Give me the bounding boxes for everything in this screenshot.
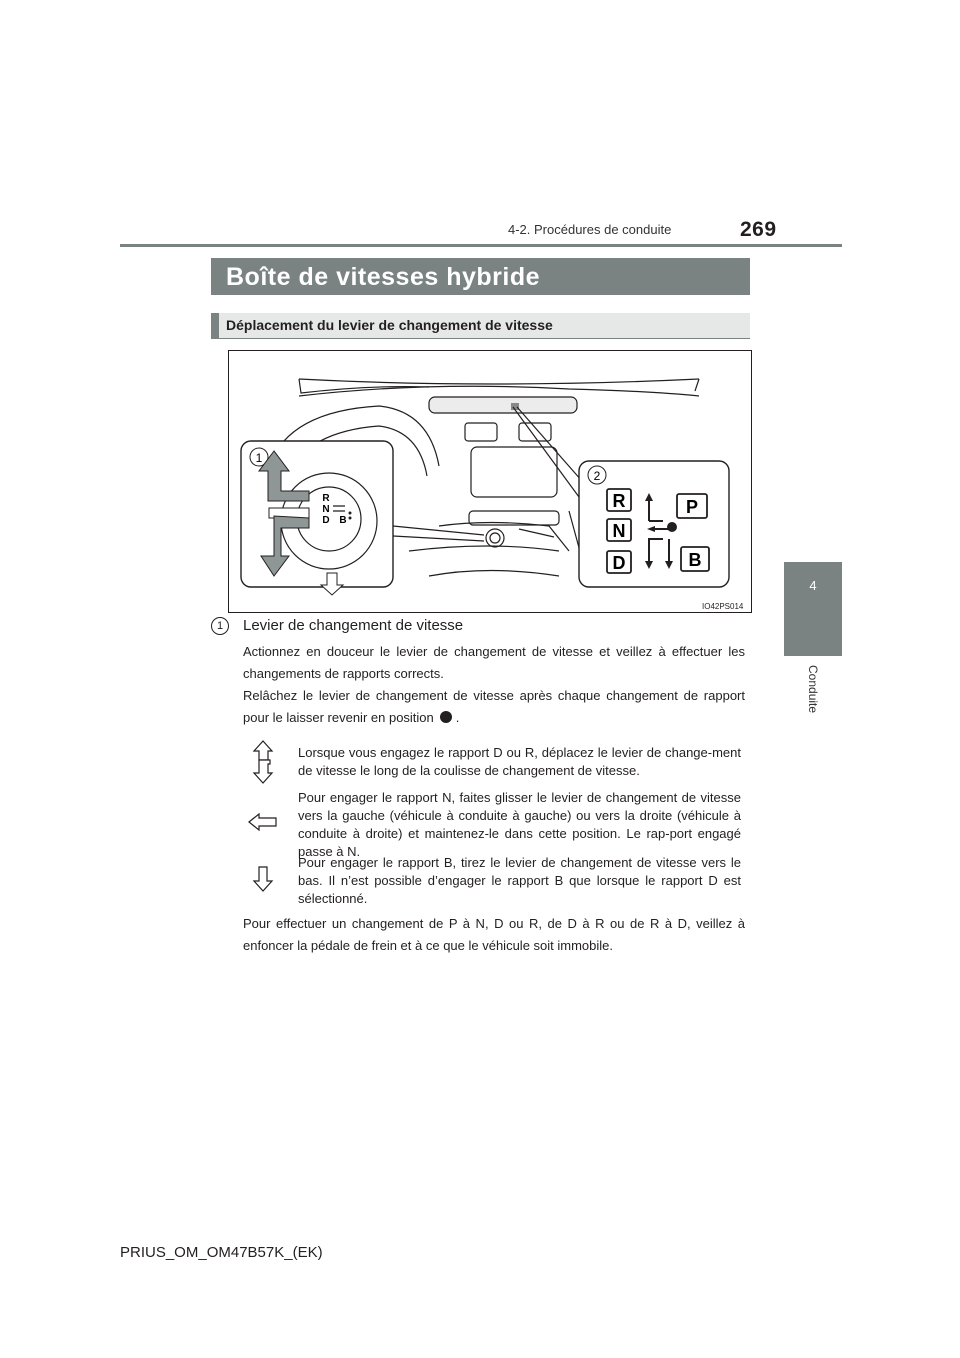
- figure-callout-2: 2: [593, 469, 601, 483]
- item1-paragraph-2-text: Relâchez le levier de changement de vitesse après chaque changement de rapport pour le laisser revenir en position: [243, 688, 745, 725]
- subtitle: Déplacement du levier de changement de vitesse: [226, 317, 553, 333]
- gate-b: B: [688, 550, 702, 570]
- shift-lever-figure: [228, 350, 752, 613]
- indicator-r: R: [322, 493, 330, 504]
- item-callout-1: 1: [211, 617, 229, 635]
- row-text-left: Pour engager le rapport N, faites glisser le levier de changement de vitesse vers la gauche (véhicule à conduite à gauche) ou vers la droite (véhicule à conduite à droite) et maintenez-le dans cette position. Le rap-port engagé passe à N.: [298, 790, 741, 859]
- item1-paragraph-2-end: .: [455, 710, 460, 725]
- indicator-n: N: [322, 504, 330, 515]
- row-text-up-down: Lorsque vous engagez le rapport D ou R, déplacez le levier de change-ment de vitesse le long de la coulisse de changement de vitesse.: [298, 745, 741, 778]
- item1-title: Levier de changement de vitesse: [243, 617, 464, 634]
- row-text-down: Pour engager le rapport B, tirez le levier de changement de vitesse vers le bas. Il n’est possible d’engager le rapport B que lorsque le rapport D est sélectionné.: [298, 855, 741, 906]
- up-down-arrow-icon: [248, 740, 278, 784]
- footer-doc-code: PRIUS_OM_OM47B57K_(EK): [120, 1244, 323, 1261]
- page-title: Boîte de vitesses hybride: [226, 263, 541, 291]
- gate-p: P: [685, 497, 699, 517]
- closing-paragraph: Pour effectuer un changement de P à N, D ou R, de D à R ou de R à D, veillez à enfoncer la pédale de frein et à ce que le véhicule soit immobile.: [243, 916, 745, 953]
- figure-callout-1: 1: [255, 451, 263, 465]
- gate-r: R: [612, 491, 626, 511]
- indicator-b: B: [339, 515, 347, 526]
- figure-code: IO42PS014: [702, 602, 744, 611]
- neutral-position-dot-icon: [440, 711, 452, 723]
- chapter-number: 4: [809, 578, 817, 593]
- section-reference: 4-2. Procédures de conduite: [508, 222, 672, 237]
- indicator-d: D: [322, 515, 330, 526]
- header-rule: [120, 244, 842, 247]
- item1-paragraph-1: Actionnez en douceur le levier de changement de vitesse et veillez à effectuer les changements de rapports corrects.: [243, 644, 745, 681]
- left-arrow-icon: [248, 812, 278, 832]
- page-number: 269: [740, 218, 777, 241]
- gate-d: D: [612, 553, 626, 573]
- item1-paragraph-2: [243, 685, 745, 729]
- subtitle-marker: [211, 313, 219, 338]
- chapter-label: Conduite: [806, 665, 820, 714]
- gate-n: N: [612, 521, 626, 541]
- dashboard-illustration: [229, 351, 751, 612]
- down-arrow-icon: [248, 866, 278, 892]
- chapter-tab: [784, 562, 842, 656]
